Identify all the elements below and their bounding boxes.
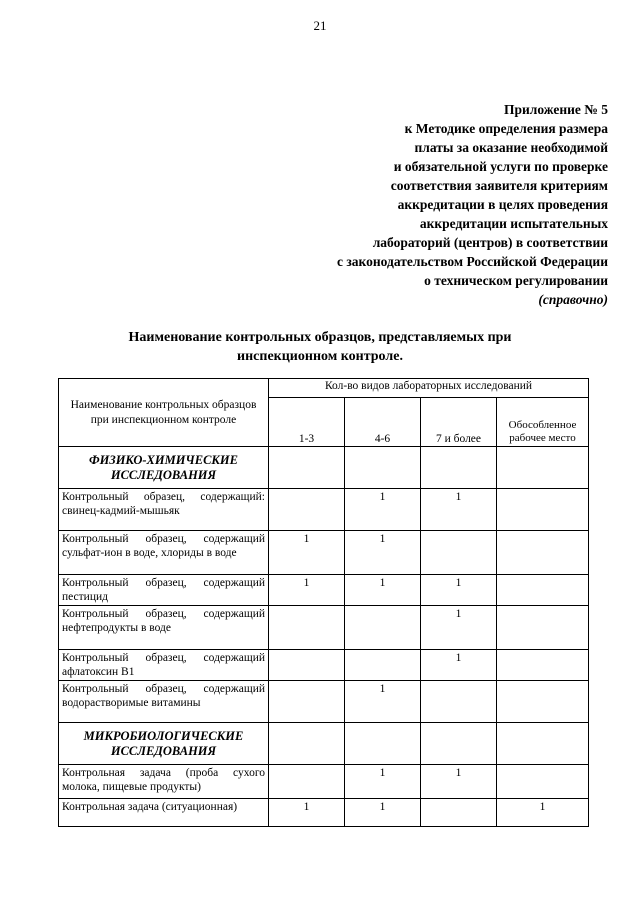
page-number: 21 xyxy=(313,18,327,33)
group-column-header: Кол-во видов лабораторных исследований xyxy=(269,379,589,398)
count-cell xyxy=(269,681,345,723)
count-cell xyxy=(421,799,497,827)
column-header: 1-3 xyxy=(269,398,345,447)
count-cell xyxy=(269,606,345,650)
sample-name: Контрольная задача (проба сухого молока, пищевые продукты) xyxy=(59,765,269,799)
count-cell: 1 xyxy=(269,531,345,575)
table-row xyxy=(59,799,589,827)
column-header: 4-6 xyxy=(345,398,421,447)
count-cell: 1 xyxy=(421,575,497,606)
count-cell: 1 xyxy=(421,765,497,799)
section-row xyxy=(59,723,589,765)
count-cell: 1 xyxy=(345,799,421,827)
column-header: 7 и более xyxy=(421,398,497,447)
count-cell xyxy=(497,650,589,681)
table-cell xyxy=(345,447,421,489)
count-cell xyxy=(497,606,589,650)
appendix-line: соответствия заявителя критериям xyxy=(390,178,608,193)
count-cell: 1 xyxy=(345,681,421,723)
document-title xyxy=(60,328,580,366)
sample-name: Контрольный образец, содержащий: свинец-кадмий-мышьяк xyxy=(59,489,269,531)
appendix-line: к Методике определения размера xyxy=(404,121,608,136)
sample-name: Контрольный образец, содержащий нефтепродукты в воде xyxy=(59,606,269,650)
table-row xyxy=(59,575,589,606)
name-column-header: Наименование контрольных образцов при инспекционном контроле xyxy=(59,379,269,447)
column-header: Обособленное рабочее место xyxy=(497,398,589,447)
appendix-line: лабораторий (центров) в соответствии xyxy=(372,235,608,250)
count-cell: 1 xyxy=(269,799,345,827)
count-cell xyxy=(421,531,497,575)
table-row xyxy=(59,489,589,531)
count-cell xyxy=(497,489,589,531)
samples-table xyxy=(58,378,589,827)
count-cell xyxy=(497,765,589,799)
appendix-line: платы за оказание необходимой xyxy=(414,140,608,155)
appendix-title: Приложение № 5 xyxy=(504,102,608,117)
table-cell xyxy=(269,447,345,489)
count-cell: 1 xyxy=(497,799,589,827)
table-cell xyxy=(497,723,589,765)
count-cell xyxy=(497,681,589,723)
section-title: ФИЗИКО-ХИМИЧЕСКИЕ ИССЛЕДОВАНИЯ xyxy=(59,447,269,489)
appendix-note: (справочно) xyxy=(538,292,608,307)
count-cell xyxy=(497,575,589,606)
table-cell xyxy=(345,723,421,765)
document-title-line: инспекционном контроле. xyxy=(237,349,403,364)
table-row xyxy=(59,650,589,681)
count-cell xyxy=(269,650,345,681)
sample-name: Контрольный образец, содержащий водорастворимые витамины xyxy=(59,681,269,723)
count-cell xyxy=(345,650,421,681)
count-cell xyxy=(345,606,421,650)
appendix-line: аккредитации испытательных xyxy=(419,216,608,231)
count-cell xyxy=(497,531,589,575)
sample-name: Контрольная задача (ситуационная) xyxy=(59,799,269,827)
table-row xyxy=(59,606,589,650)
count-cell xyxy=(421,681,497,723)
appendix-line: и обязательной услуги по проверке xyxy=(393,159,608,174)
table-cell xyxy=(421,723,497,765)
table-cell xyxy=(497,447,589,489)
count-cell xyxy=(269,765,345,799)
appendix-header xyxy=(337,100,608,309)
count-cell: 1 xyxy=(345,489,421,531)
count-cell: 1 xyxy=(269,575,345,606)
count-cell: 1 xyxy=(421,489,497,531)
table-cell xyxy=(269,723,345,765)
table-cell xyxy=(421,447,497,489)
table-row xyxy=(59,765,589,799)
table-row xyxy=(59,681,589,723)
sample-name: Контрольный образец, содержащий сульфат-ион в воде, хлориды в воде xyxy=(59,531,269,575)
appendix-line: аккредитации в целях проведения xyxy=(397,197,608,212)
count-cell: 1 xyxy=(421,650,497,681)
appendix-line: с законодательством Российской Федерации xyxy=(336,254,608,269)
document-title-line: Наименование контрольных образцов, представляемых при xyxy=(128,330,512,345)
count-cell: 1 xyxy=(345,531,421,575)
table-row xyxy=(59,531,589,575)
appendix-line: о техническом регулировании xyxy=(424,273,608,288)
section-title: МИКРОБИОЛОГИЧЕСКИЕ ИССЛЕДОВАНИЯ xyxy=(59,723,269,765)
sample-name: Контрольный образец, содержащий афлатоксин В1 xyxy=(59,650,269,681)
count-cell: 1 xyxy=(421,606,497,650)
section-row xyxy=(59,447,589,489)
count-cell: 1 xyxy=(345,575,421,606)
count-cell: 1 xyxy=(345,765,421,799)
sample-name: Контрольный образец, содержащий пестицид xyxy=(59,575,269,606)
count-cell xyxy=(269,489,345,531)
